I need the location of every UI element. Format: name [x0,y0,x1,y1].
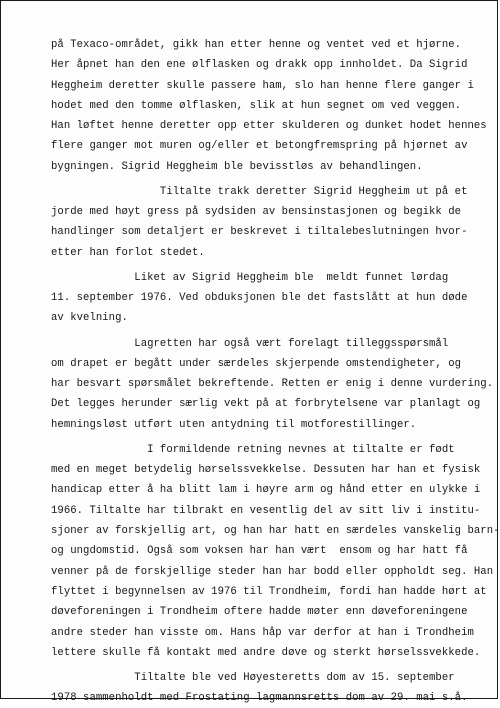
text-line: og ungdomstid. Også som voksen har han vært ensom og har hatt få [51,545,468,558]
text-line: andre steder han visste om. Hans håp var derfor at han i Trondheim [51,626,474,639]
text-line: 1966. Tiltalte har tilbrakt en vesentlig del av sitt liv i institu- [51,504,481,517]
text-line: Tiltalte trakk deretter Sigrid Heggheim ut på et [51,185,468,198]
text-line: på Texaco-området, gikk han etter henne og ventet ved et hjørne. [51,39,462,51]
document-body [51,35,500,708]
text-line: med en meget betydelig hørselssvekkelse. Dessuten har han et fysisk [51,464,481,477]
text-line: lettere skulle få kontakt med andre døve og sterkt hørselssvekkede. [51,646,481,659]
text-line: venner på de forskjellige steder han har bodd eller oppholdt seg. Han [51,565,494,578]
text-line: 1978 sammenholdt med Frostating lagmannsretts dom av 29. mai s.å. [51,692,468,705]
text-line: Det legges herunder særlig vekt på at forbrytelsene var planlagt og [51,398,481,411]
text-line: etter han forlot stedet. [51,246,205,259]
text-line: sjoner av forskjellig art, og han har hatt en særdeles vanskelig barn- [51,525,500,538]
text-line: Lagretten har også vært forelagt tilleggsspørsmål [51,337,449,350]
text-line: har besvart spørsmålet bekreftende. Retten er enig i denne vurdering. [51,378,494,391]
text-line: flere ganger mot muren og/eller et betongfremspring på hjørnet av [51,140,468,153]
paragraph-5 [51,440,500,663]
text-line: handlinger som detaljert er beskrevet i tiltalebeslutningen hvor- [51,226,468,239]
paragraph-4 [51,334,494,435]
text-line: Her åpnet han den ene ølflasken og drakk opp innholdet. Da Sigrid [51,59,468,72]
paragraph-2 [51,182,486,263]
text-line: bygningen. Sigrid Heggheim ble bevisstløs av behandlingen. [51,160,423,173]
text-line: Heggheim deretter skulle passere ham, slo han henne flere ganger i [51,79,474,92]
paragraph-3 [51,268,486,329]
text-line: handicap etter å ha blitt lam i høyre arm og hånd etter en ulykke i [51,484,481,497]
text-line: om drapet er begått under særdeles skjerpende omstendigheter, og [51,357,462,370]
text-line: jorde med høyt gress på sydsiden av bensinstasjonen og begikk de [51,206,462,219]
text-line: døveforeningen i Trondheim oftere hadde møter enn døveforeningene [51,606,468,619]
text-line: hemningsløst utført uten antydning til motforestillinger. [51,418,417,431]
text-line: hodet med den tomme ølflasken, slik at hun segnet om ved veggen. [51,99,462,112]
paragraph-1 [51,35,486,177]
text-line: Han løftet henne deretter opp etter skulderen og dunket hodet hennes [51,120,487,133]
text-line: 11. september 1976. Ved obduksjonen ble det fastslått at hun døde [51,292,468,305]
text-line: I formildende retning nevnes at tiltalte er født [51,443,455,456]
text-line: av kvelning. [51,312,128,325]
text-line: Tiltalte ble ved Høyesteretts dom av 15. september [51,671,455,684]
paragraph-6 [51,668,486,708]
text-line: flyttet i begynnelsen av 1976 til Trondheim, fordi han hadde hørt at [51,585,487,598]
text-line: Liket av Sigrid Heggheim ble meldt funnet lørdag [51,271,449,284]
